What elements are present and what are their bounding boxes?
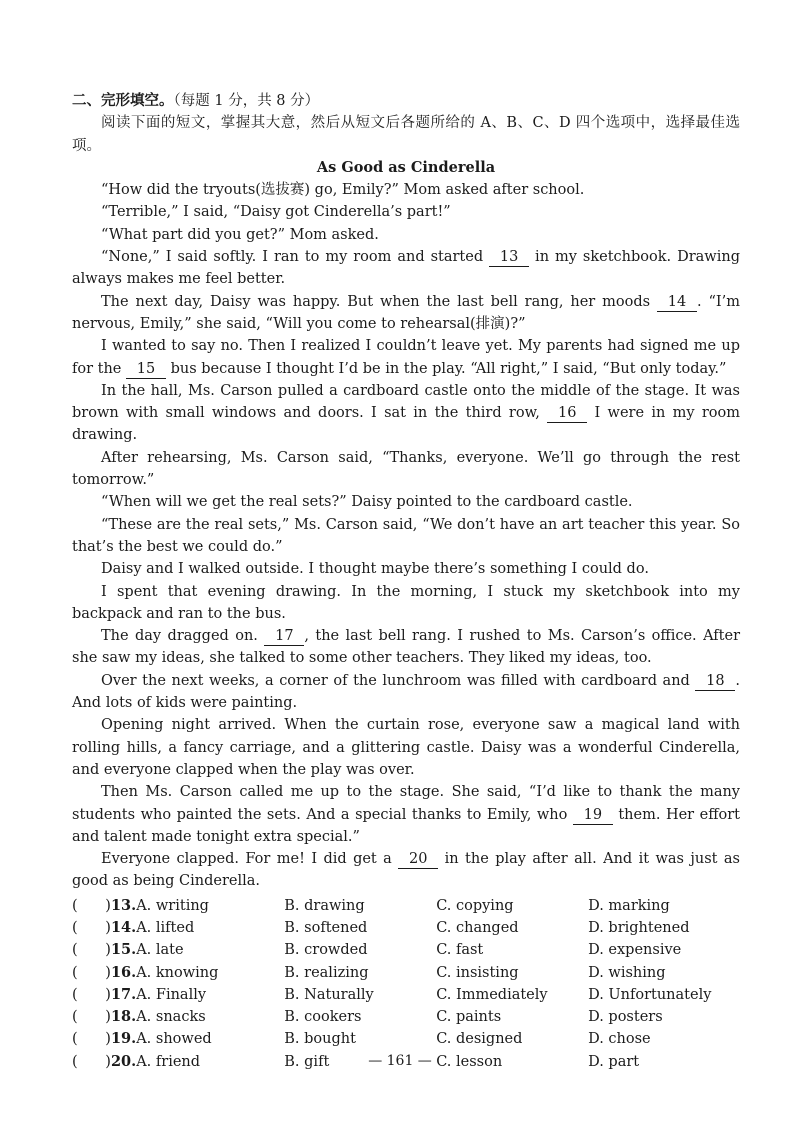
answer-bracket: ( ) [72,1009,111,1026]
paragraph-text: Over the next weeks, a corner of the lunchroom was filled with cardboard and [101,672,696,689]
blank-19: 19 [573,807,613,825]
blank-13: 13 [489,249,529,267]
paragraph-text: Then Ms. Carson called me up to the stage. She said, “I’d like to thank the many students who painted the sets. And a special thanks to Emily, who [72,784,740,823]
answer-bracket: ( ) [72,942,111,959]
option-d: D. part [588,1053,640,1070]
option-a: A. knowing [136,964,219,981]
paragraph [72,848,740,893]
question-number: 16. [110,963,137,981]
answer-bracket: ( ) [72,919,111,936]
option-a: A. writing [136,897,209,914]
option-c: C. Immediately [436,986,548,1003]
paragraph-text: “None,” I said softly. I ran to my room and started [101,249,490,266]
paragraph-text: The next day, Daisy was happy. But when the last bell rang, her moods [101,293,657,310]
option-d: D. wishing [588,964,666,981]
paragraph: “What part did you get?” Mom asked. [101,226,379,243]
question-row [72,939,740,961]
paragraph [72,380,740,447]
paragraph: I spent that evening drawing. In the morning, I stuck my sketchbook into my backpack and ran to the bus. [72,583,740,622]
paragraph-text: . “I’m nervous, Emily,” she said, “Will you come to rehearsal(排演)?” [72,293,740,332]
answer-options [72,895,740,1073]
option-c: C. copying [436,897,514,914]
answer-bracket: ( ) [72,964,111,981]
option-d: D. posters [588,1009,663,1026]
question-row [72,984,740,1006]
option-c: C. lesson [436,1053,503,1070]
section-title: 二、完形填空。 [72,92,174,109]
question-row [72,1028,740,1050]
paragraph-text: them. Her effort and talent made tonight extra special.” [72,806,740,845]
paragraph [72,335,740,380]
answer-slot[interactable] [72,1028,284,1050]
question-number: 15. [110,941,137,959]
option-b: B. bought [284,1031,356,1048]
option-b: B. Naturally [284,986,374,1003]
option-c: C. paints [436,1009,502,1026]
option-d: D. Unfortunately [588,986,712,1003]
option-b: B. cookers [284,1009,362,1026]
paragraph: Daisy and I walked outside. I thought maybe there’s something I could do. [101,561,649,578]
paragraph: “How did the tryouts(选拔赛) go, Emily?” Mom asked after school. [101,182,585,199]
blank-14: 14 [657,294,697,312]
section-score-note: （每题 1 分，共 8 分） [173,93,320,109]
paragraph-text: . And lots of kids were painting. [72,672,740,712]
question-number: 17. [110,985,137,1003]
option-a: A. snacks [136,1009,206,1026]
option-a: A. friend [136,1053,201,1070]
question-number: 18. [110,1008,137,1026]
answer-slot[interactable] [72,917,284,939]
option-b: B. realizing [284,964,369,981]
question-number: 14. [110,918,137,936]
option-c: C. changed [436,919,519,936]
paragraph [72,625,740,670]
paragraph-text: I were in my room drawing. [72,405,740,444]
option-d: D. chose [588,1031,651,1048]
blank-18: 18 [695,673,735,691]
question-row [72,962,740,984]
paragraph-text: in the play after all. And it was just as good as being Cinderella. [72,851,740,890]
option-c: C. designed [436,1031,523,1048]
paragraph: After rehearsing, Ms. Carson said, “Thanks, everyone. We’ll go through the rest tomorrow.” [72,449,740,489]
blank-16: 16 [547,405,587,423]
paragraph [72,291,740,336]
option-c: C. insisting [436,964,519,981]
answer-bracket: ( ) [72,1053,111,1070]
paragraph: “When will we get the real sets?” Daisy pointed to the cardboard castle. [101,494,633,511]
option-d: D. expensive [588,942,682,959]
option-b: B. crowded [284,942,368,959]
worksheet-content [72,90,740,1073]
answer-slot[interactable] [72,895,284,917]
blank-17: 17 [264,628,304,646]
option-a: A. lifted [136,919,195,936]
answer-bracket: ( ) [72,897,111,914]
blank-15: 15 [126,361,166,379]
option-b: B. gift [284,1053,330,1070]
answer-slot[interactable] [72,962,284,984]
paragraph-text: , the last bell rang. I rushed to Ms. Carson’s office. After she saw my ideas, she talked to some other teachers. They liked my ideas, too. [72,628,741,667]
page-number: — 161 — [368,1053,432,1069]
paragraph-text: In the hall, Ms. Carson pulled a cardboard castle onto the middle of the stage. It was brown with small windows and doors. I sat in the third row, [72,382,740,422]
instructions: 阅读下面的短文，掌握其大意，然后从短文后各题所给的 A、B、C、D 四个选项中，选择最佳选项。 [72,115,740,154]
paragraph [72,246,740,291]
paragraph-text: I wanted to say no. Then I realized I couldn’t leave yet. My parents had signed me up for the [72,338,740,377]
answer-bracket: ( ) [72,986,111,1003]
answer-slot[interactable] [72,984,284,1006]
paragraph: Opening night arrived. When the curtain rose, everyone saw a magical land with rolling hills, a fancy carriage, and a glittering castle. Daisy was a wonderful Cinderella, and everyone clapped when the play was over. [72,717,740,778]
blank-20: 20 [398,851,438,869]
question-number: 20. [110,1052,137,1070]
section-heading [72,90,740,112]
paragraph [72,670,740,715]
question-row [72,917,740,939]
option-d: D. brightened [588,919,690,936]
option-c: C. fast [436,942,484,959]
answer-slot[interactable] [72,939,284,961]
option-d: D. marking [588,897,670,914]
answer-slot[interactable] [72,1006,284,1028]
question-number: 19. [110,1030,137,1048]
paragraph-text: in my sketchbook. Drawing always makes me feel better. [72,249,740,288]
question-number: 13. [110,896,137,914]
answer-bracket: ( ) [72,1031,111,1048]
paragraph-text: bus because I thought I’d be in the play. “All right,” I said, “But only today.” [166,360,727,377]
option-a: A. late [136,942,184,959]
option-a: A. Finally [136,986,207,1003]
passage-title: As Good as Cinderella [316,158,496,176]
paragraph: “Terrible,” I said, “Daisy got Cinderella’s part!” [101,204,451,221]
option-a: A. showed [136,1031,212,1048]
paragraph [72,781,740,848]
paragraph-text: Everyone clapped. For me! I did get a [101,851,399,868]
question-row [72,895,740,917]
option-b: B. drawing [284,897,365,914]
paragraph-text: The day dragged on. [101,628,265,645]
question-row [72,1006,740,1028]
paragraph: “These are the real sets,” Ms. Carson said, “We don’t have an art teacher this year. So that’s the best we could do.” [72,516,740,555]
option-b: B. softened [284,919,368,936]
